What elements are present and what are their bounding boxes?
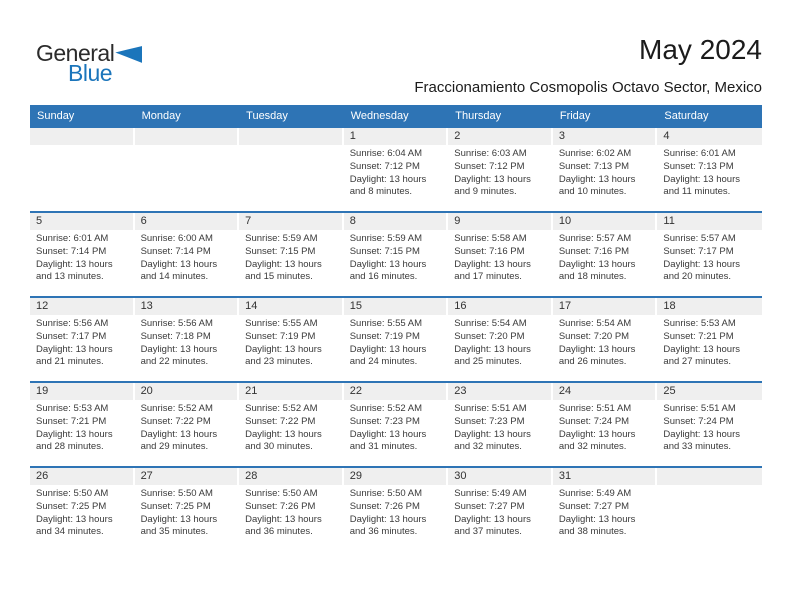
daylight-line-2: and 29 minutes. — [140, 441, 209, 453]
daylight-line-2: and 10 minutes. — [558, 186, 627, 198]
day-number-band — [239, 468, 342, 485]
day-number: 9 — [454, 215, 461, 227]
day-number: 23 — [454, 385, 467, 397]
day-cell — [553, 468, 658, 560]
daylight-line-1: Daylight: 13 hours — [454, 513, 531, 525]
day-number-band — [344, 298, 447, 315]
sunrise-line: Sunrise: 5:49 AM — [558, 488, 632, 499]
day-cell — [239, 468, 344, 560]
sunrise-line: Sunrise: 6:04 AM — [349, 148, 423, 159]
day-details — [344, 400, 449, 454]
day-number-band — [30, 298, 133, 315]
general-blue-logo — [36, 40, 156, 87]
day-cell — [344, 128, 449, 211]
sunset-line: Sunset: 7:26 PM — [349, 500, 420, 512]
daylight-line-2: and 23 minutes. — [245, 356, 313, 368]
daylight-line-1: Daylight: 13 hours — [663, 343, 740, 355]
sunrise-line: Sunrise: 5:52 AM — [349, 403, 423, 414]
day-number: 6 — [140, 215, 147, 227]
day-number: 18 — [663, 300, 676, 312]
day-cell — [657, 298, 762, 381]
sunset-line: Sunset: 7:18 PM — [140, 330, 211, 342]
day-cell — [135, 468, 240, 560]
sunset-line: Sunset: 7:20 PM — [454, 330, 525, 342]
sunset-line: Sunset: 7:26 PM — [245, 500, 316, 512]
daylight-line-1: Daylight: 13 hours — [245, 513, 322, 525]
sunrise-line: Sunrise: 5:49 AM — [454, 488, 527, 499]
day-details — [344, 230, 449, 284]
day-details — [239, 230, 344, 284]
day-details — [239, 485, 344, 539]
day-details — [30, 315, 135, 369]
empty-day-cell — [135, 128, 240, 211]
sunrise-line: Sunrise: 5:55 AM — [349, 318, 423, 329]
sunrise-line: Sunrise: 6:01 AM — [663, 148, 736, 159]
daylight-line-1: Daylight: 13 hours — [663, 258, 740, 270]
day-number-band — [344, 383, 447, 400]
sunset-line: Sunset: 7:24 PM — [558, 415, 630, 427]
day-cell — [448, 213, 553, 296]
sunrise-line: Sunrise: 5:50 AM — [140, 488, 213, 499]
daylight-line-1: Daylight: 13 hours — [558, 513, 636, 525]
daylight-line-2: and 25 minutes. — [454, 356, 522, 368]
day-number-band — [657, 468, 762, 485]
sunset-line: Sunset: 7:14 PM — [140, 245, 211, 257]
day-number-band — [135, 213, 238, 230]
daylight-line-2: and 24 minutes. — [349, 356, 418, 368]
daylight-line-1: Daylight: 13 hours — [454, 258, 531, 270]
day-cell — [135, 298, 240, 381]
daylight-line-1: Daylight: 13 hours — [454, 173, 531, 185]
sunset-line: Sunset: 7:25 PM — [140, 500, 211, 512]
daylight-line-2: and 38 minutes. — [558, 526, 627, 538]
daylight-line-2: and 11 minutes. — [663, 186, 731, 198]
day-number: 13 — [140, 300, 153, 312]
daylight-line-2: and 15 minutes. — [245, 271, 313, 283]
day-cell — [657, 383, 762, 466]
empty-day-cell — [30, 128, 135, 211]
day-number-band — [448, 383, 551, 400]
daylight-line-1: Daylight: 13 hours — [36, 428, 113, 440]
day-number-band — [30, 383, 133, 400]
week-row — [30, 296, 762, 381]
day-number: 22 — [349, 385, 362, 397]
daylight-line-2: and 35 minutes. — [140, 526, 209, 538]
daylight-line-2: and 20 minutes. — [663, 271, 732, 283]
daylight-line-2: and 33 minutes. — [663, 441, 732, 453]
day-cell — [657, 128, 762, 211]
calendar-grid — [30, 126, 762, 560]
day-cell — [135, 213, 240, 296]
week-row — [30, 211, 762, 296]
sunset-line: Sunset: 7:19 PM — [245, 330, 316, 342]
sunset-line: Sunset: 7:23 PM — [454, 415, 525, 427]
daylight-line-2: and 27 minutes. — [663, 356, 732, 368]
daylight-line-1: Daylight: 13 hours — [349, 513, 427, 525]
sunrise-line: Sunrise: 5:55 AM — [245, 318, 318, 329]
day-number-band — [135, 128, 238, 145]
sunrise-line: Sunrise: 5:57 AM — [558, 233, 632, 244]
day-number-band — [344, 468, 447, 485]
title-block — [414, 34, 762, 96]
daylight-line-1: Daylight: 13 hours — [349, 173, 427, 185]
day-number: 25 — [663, 385, 676, 397]
sunrise-line: Sunrise: 5:50 AM — [349, 488, 423, 499]
day-header-thursday: Thursday — [455, 109, 502, 122]
day-number-band — [239, 128, 342, 145]
daylight-line-2: and 21 minutes. — [36, 356, 104, 368]
day-number: 16 — [454, 300, 467, 312]
sunrise-line: Sunrise: 5:54 AM — [558, 318, 632, 329]
day-details — [135, 485, 240, 539]
day-cell — [344, 383, 449, 466]
day-header-saturday: Saturday — [664, 109, 709, 122]
day-number: 21 — [245, 385, 258, 397]
day-number: 5 — [36, 215, 43, 227]
daylight-line-1: Daylight: 13 hours — [245, 428, 322, 440]
daylight-line-1: Daylight: 13 hours — [663, 428, 740, 440]
day-cell — [135, 383, 240, 466]
empty-day-cell — [239, 128, 344, 211]
daylight-line-1: Daylight: 13 hours — [558, 428, 636, 440]
daylight-line-1: Daylight: 13 hours — [349, 343, 427, 355]
day-details — [30, 400, 135, 454]
day-details — [344, 485, 449, 539]
daylight-line-2: and 36 minutes. — [349, 526, 418, 538]
daylight-line-1: Daylight: 13 hours — [454, 343, 531, 355]
day-number-band — [448, 128, 551, 145]
daylight-line-1: Daylight: 13 hours — [140, 258, 218, 270]
day-details — [448, 400, 553, 454]
day-number-band — [30, 213, 133, 230]
sunset-line: Sunset: 7:17 PM — [36, 330, 107, 342]
daylight-line-2: and 17 minutes. — [454, 271, 522, 283]
day-number-band — [30, 468, 133, 485]
day-cell — [553, 128, 658, 211]
sunrise-line: Sunrise: 5:50 AM — [245, 488, 318, 499]
day-details — [30, 230, 135, 284]
day-number-band — [135, 468, 238, 485]
day-cell — [30, 213, 135, 296]
day-details — [553, 315, 658, 369]
day-cell — [448, 468, 553, 560]
daylight-line-2: and 26 minutes. — [558, 356, 627, 368]
day-number: 8 — [349, 215, 356, 227]
sunrise-line: Sunrise: 6:02 AM — [558, 148, 632, 159]
day-number-band — [448, 298, 551, 315]
sunset-line: Sunset: 7:22 PM — [140, 415, 211, 427]
day-number: 15 — [349, 300, 362, 312]
daylight-line-1: Daylight: 13 hours — [663, 173, 740, 185]
sunset-line: Sunset: 7:14 PM — [36, 245, 107, 257]
day-cell — [344, 213, 449, 296]
day-cell — [30, 298, 135, 381]
sunset-line: Sunset: 7:12 PM — [454, 160, 525, 172]
week-row — [30, 126, 762, 211]
daylight-line-2: and 32 minutes. — [558, 441, 627, 453]
day-details — [344, 315, 449, 369]
sunset-line: Sunset: 7:20 PM — [558, 330, 630, 342]
day-cell — [239, 298, 344, 381]
day-number-band — [344, 128, 447, 145]
day-number-band — [239, 383, 342, 400]
day-number: 11 — [663, 215, 675, 227]
week-row — [30, 466, 762, 560]
day-number: 10 — [558, 215, 572, 227]
day-number-band — [135, 383, 238, 400]
sunrise-line: Sunrise: 5:56 AM — [36, 318, 109, 329]
daylight-line-2: and 34 minutes. — [36, 526, 104, 538]
day-details — [553, 230, 658, 284]
daylight-line-2: and 30 minutes. — [245, 441, 313, 453]
sunset-line: Sunset: 7:24 PM — [663, 415, 734, 427]
sunset-line: Sunset: 7:27 PM — [558, 500, 630, 512]
sunrise-line: Sunrise: 6:01 AM — [36, 233, 109, 244]
daylight-line-2: and 9 minutes. — [454, 186, 517, 198]
day-number: 26 — [36, 470, 49, 482]
day-number: 29 — [349, 470, 362, 482]
day-details — [553, 145, 658, 199]
day-number: 1 — [349, 130, 356, 142]
day-details — [448, 485, 553, 539]
sunset-line: Sunset: 7:17 PM — [663, 245, 734, 257]
sunset-line: Sunset: 7:13 PM — [558, 160, 630, 172]
day-cell — [30, 383, 135, 466]
day-number-band — [553, 383, 656, 400]
sunrise-line: Sunrise: 5:52 AM — [245, 403, 318, 414]
day-cell — [239, 383, 344, 466]
sunset-line: Sunset: 7:16 PM — [454, 245, 525, 257]
sunset-line: Sunset: 7:21 PM — [36, 415, 107, 427]
sunset-line: Sunset: 7:13 PM — [663, 160, 734, 172]
sunrise-line: Sunrise: 5:51 AM — [558, 403, 632, 414]
daylight-line-1: Daylight: 13 hours — [36, 513, 113, 525]
day-number-band — [135, 298, 238, 315]
daylight-line-2: and 22 minutes. — [140, 356, 209, 368]
daylight-line-1: Daylight: 13 hours — [36, 343, 113, 355]
day-cell — [448, 298, 553, 381]
day-details — [239, 400, 344, 454]
day-details — [135, 230, 240, 284]
daylight-line-2: and 32 minutes. — [454, 441, 522, 453]
day-number: 28 — [245, 470, 258, 482]
day-number: 27 — [140, 470, 153, 482]
sunrise-line: Sunrise: 5:52 AM — [140, 403, 213, 414]
day-cell — [553, 383, 658, 466]
day-number-band — [448, 213, 551, 230]
calendar-table — [30, 105, 762, 560]
daylight-line-1: Daylight: 13 hours — [140, 428, 218, 440]
day-number-band — [657, 298, 762, 315]
sunrise-line: Sunrise: 5:57 AM — [663, 233, 736, 244]
daylight-line-2: and 28 minutes. — [36, 441, 104, 453]
sunrise-line: Sunrise: 5:53 AM — [663, 318, 736, 329]
day-number: 17 — [558, 300, 572, 312]
sunset-line: Sunset: 7:23 PM — [349, 415, 420, 427]
day-details — [553, 485, 658, 539]
sunrise-line: Sunrise: 5:59 AM — [245, 233, 318, 244]
page-title: May 2024 — [639, 34, 762, 65]
daylight-line-2: and 8 minutes. — [349, 186, 413, 198]
day-details — [657, 315, 762, 369]
day-number-band — [657, 383, 762, 400]
daylight-line-1: Daylight: 13 hours — [245, 258, 322, 270]
sunset-line: Sunset: 7:22 PM — [245, 415, 316, 427]
sunrise-line: Sunrise: 5:50 AM — [36, 488, 109, 499]
day-number-band — [239, 298, 342, 315]
day-number: 19 — [36, 385, 49, 397]
day-number: 24 — [558, 385, 572, 397]
day-details — [239, 315, 344, 369]
day-details — [135, 400, 240, 454]
day-cell — [344, 298, 449, 381]
day-number: 3 — [558, 130, 565, 142]
daylight-line-2: and 18 minutes. — [558, 271, 627, 283]
empty-day-cell — [657, 468, 762, 560]
day-details — [553, 400, 658, 454]
day-details — [657, 400, 762, 454]
weekday-header-row — [30, 105, 762, 126]
day-cell — [448, 383, 553, 466]
sunrise-line: Sunrise: 5:53 AM — [36, 403, 109, 414]
day-number-band — [30, 128, 133, 145]
sunset-line: Sunset: 7:15 PM — [245, 245, 316, 257]
day-number: 14 — [245, 300, 258, 312]
day-number-band — [344, 213, 447, 230]
sunrise-line: Sunrise: 5:51 AM — [663, 403, 736, 414]
sunrise-line: Sunrise: 6:00 AM — [140, 233, 213, 244]
daylight-line-1: Daylight: 13 hours — [558, 258, 636, 270]
daylight-line-1: Daylight: 13 hours — [558, 173, 636, 185]
sunset-line: Sunset: 7:16 PM — [558, 245, 630, 257]
day-number: 12 — [36, 300, 49, 312]
sunrise-line: Sunrise: 5:54 AM — [454, 318, 527, 329]
day-header-wednesday: Wednesday — [350, 109, 409, 122]
day-cell — [344, 468, 449, 560]
day-number-band — [657, 213, 762, 230]
day-number: 7 — [245, 215, 252, 227]
logo-word-blue: Blue — [68, 60, 113, 86]
day-details — [448, 315, 553, 369]
day-details — [135, 315, 240, 369]
day-details — [657, 230, 762, 284]
day-details — [30, 485, 135, 539]
daylight-line-2: and 14 minutes. — [140, 271, 209, 283]
daylight-line-1: Daylight: 13 hours — [558, 343, 636, 355]
day-cell — [657, 213, 762, 296]
day-cell — [448, 128, 553, 211]
daylight-line-2: and 37 minutes. — [454, 526, 522, 538]
sunset-line: Sunset: 7:21 PM — [663, 330, 734, 342]
daylight-line-1: Daylight: 13 hours — [454, 428, 531, 440]
logo-word-general: General — [36, 40, 115, 66]
daylight-line-2: and 16 minutes. — [349, 271, 418, 283]
daylight-line-1: Daylight: 13 hours — [349, 428, 427, 440]
sunrise-line: Sunrise: 5:59 AM — [349, 233, 423, 244]
daylight-line-2: and 31 minutes. — [349, 441, 418, 453]
sunset-line: Sunset: 7:12 PM — [349, 160, 420, 172]
day-header-sunday: Sunday — [37, 109, 75, 122]
day-number: 20 — [140, 385, 153, 397]
day-number-band — [553, 298, 656, 315]
daylight-line-1: Daylight: 13 hours — [245, 343, 322, 355]
day-number-band — [553, 128, 656, 145]
day-number-band — [553, 213, 656, 230]
day-number: 4 — [663, 130, 670, 142]
day-number-band — [657, 128, 762, 145]
sunset-line: Sunset: 7:15 PM — [349, 245, 420, 257]
daylight-line-1: Daylight: 13 hours — [36, 258, 113, 270]
day-cell — [30, 468, 135, 560]
day-number-band — [553, 468, 656, 485]
day-number-band — [239, 213, 342, 230]
sunset-line: Sunset: 7:19 PM — [349, 330, 420, 342]
day-number: 2 — [454, 130, 461, 142]
day-details — [448, 145, 553, 199]
sunrise-line: Sunrise: 5:56 AM — [140, 318, 213, 329]
day-number: 31 — [558, 470, 572, 482]
day-cell — [553, 213, 658, 296]
daylight-line-1: Daylight: 13 hours — [349, 258, 427, 270]
daylight-line-2: and 13 minutes. — [36, 271, 104, 283]
location-subtitle: Fraccionamiento Cosmopolis Octavo Sector, Mexico — [414, 79, 762, 96]
day-number: 30 — [454, 470, 467, 482]
day-header-monday: Monday — [141, 109, 181, 122]
sunrise-line: Sunrise: 5:58 AM — [454, 233, 527, 244]
daylight-line-1: Daylight: 13 hours — [140, 513, 218, 525]
daylight-line-1: Daylight: 13 hours — [140, 343, 218, 355]
sunset-line: Sunset: 7:25 PM — [36, 500, 107, 512]
sunrise-line: Sunrise: 6:03 AM — [454, 148, 527, 159]
day-details — [344, 145, 449, 199]
day-details — [657, 145, 762, 199]
day-details — [448, 230, 553, 284]
day-header-tuesday: Tuesday — [246, 109, 288, 122]
sunrise-line: Sunrise: 5:51 AM — [454, 403, 527, 414]
day-cell — [553, 298, 658, 381]
day-cell — [239, 213, 344, 296]
sunset-line: Sunset: 7:27 PM — [454, 500, 525, 512]
daylight-line-2: and 36 minutes. — [245, 526, 313, 538]
day-header-friday: Friday — [559, 109, 591, 122]
week-row — [30, 381, 762, 466]
day-number-band — [448, 468, 551, 485]
